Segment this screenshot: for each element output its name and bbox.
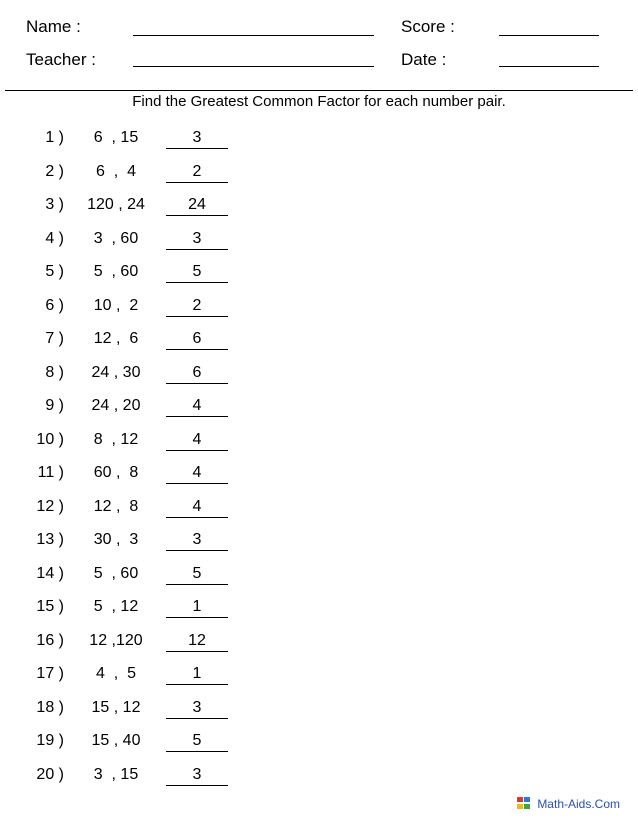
- problem-row: [0, 263, 638, 287]
- instructions: Find the Greatest Common Factor for each number pair.: [132, 93, 506, 110]
- answer-field[interactable]: 3: [166, 229, 228, 250]
- problem-number: 2 ): [45, 162, 64, 180]
- number-pair: 12 , 6: [93, 330, 139, 347]
- number-pair: 24 , 30: [91, 363, 141, 381]
- answer-field[interactable]: 3: [166, 765, 228, 786]
- number-pair: 4 , 5: [95, 665, 137, 682]
- math-aids-logo-icon: [517, 797, 533, 811]
- header-divider: [5, 90, 633, 91]
- score-field[interactable]: [499, 35, 599, 36]
- answer-field[interactable]: 3: [166, 530, 228, 551]
- problem-number: 1 ): [45, 129, 64, 146]
- number-pair: 12 ,120: [89, 631, 143, 649]
- problem-number: 16 ): [36, 631, 64, 649]
- name-field[interactable]: [133, 35, 374, 36]
- problem-row: [0, 699, 638, 723]
- number-pair: 15 , 12: [91, 698, 141, 716]
- number-pair: 10 , 2: [93, 296, 139, 314]
- answer-field[interactable]: 2: [166, 162, 228, 183]
- problem-number: 4 ): [45, 229, 64, 247]
- teacher-label: Teacher :: [26, 50, 96, 69]
- problem-number: 9 ): [45, 397, 64, 414]
- answer-field[interactable]: 6: [166, 363, 228, 384]
- answer-field[interactable]: 4: [166, 396, 228, 417]
- problem-row: [0, 464, 638, 488]
- problem-number: 14 ): [36, 564, 64, 582]
- number-pair: 15 , 40: [91, 732, 141, 749]
- number-pair: 6 , 15: [93, 129, 139, 146]
- problem-row: [0, 632, 638, 656]
- problem-row: [0, 230, 638, 254]
- answer-field[interactable]: 5: [166, 564, 228, 585]
- problem-row: [0, 531, 638, 555]
- number-pair: 5 , 60: [93, 263, 139, 280]
- problem-row: [0, 431, 638, 455]
- answer-field[interactable]: 4: [166, 463, 228, 484]
- problem-number: 10 ): [36, 430, 64, 448]
- number-pair: 3 , 60: [93, 229, 139, 247]
- problem-number: 7 ): [45, 330, 64, 347]
- problem-number: 15 ): [36, 598, 64, 615]
- number-pair: 30 , 3: [93, 531, 139, 548]
- problem-row: [0, 163, 638, 187]
- problem-number: 5 ): [45, 263, 64, 280]
- number-pair: 5 , 12: [93, 598, 139, 615]
- problem-row: [0, 129, 638, 153]
- problem-row: [0, 498, 638, 522]
- answer-field[interactable]: 5: [166, 731, 228, 752]
- answer-field[interactable]: 3: [166, 128, 228, 149]
- answer-field[interactable]: 5: [166, 262, 228, 283]
- problem-number: 6 ): [45, 296, 64, 314]
- problem-row: [0, 397, 638, 421]
- problem-row: [0, 766, 638, 790]
- date-label: Date :: [401, 50, 447, 69]
- answer-field[interactable]: 2: [166, 296, 228, 317]
- answer-field[interactable]: 24: [166, 195, 228, 216]
- number-pair: 12 , 8: [93, 497, 139, 515]
- answer-field[interactable]: 1: [166, 597, 228, 618]
- teacher-field[interactable]: [133, 66, 374, 67]
- problem-number: 11 ): [37, 464, 64, 481]
- problem-number: 13 ): [36, 531, 64, 548]
- problem-row: [0, 565, 638, 589]
- number-pair: 24 , 20: [91, 397, 141, 414]
- problem-row: [0, 598, 638, 622]
- number-pair: 3 , 15: [93, 765, 139, 783]
- number-pair: 8 , 12: [93, 430, 139, 448]
- answer-field[interactable]: 1: [166, 664, 228, 685]
- problem-row: [0, 297, 638, 321]
- problem-row: [0, 330, 638, 354]
- problem-number: 17 ): [36, 665, 64, 682]
- answer-field[interactable]: 12: [166, 631, 228, 652]
- problem-number: 3 ): [45, 196, 64, 213]
- problem-number: 18 ): [36, 698, 64, 716]
- problem-number: 19 ): [36, 732, 64, 749]
- date-field[interactable]: [499, 66, 599, 67]
- problem-row: [0, 665, 638, 689]
- brand-logo: [517, 797, 620, 811]
- answer-field[interactable]: 4: [166, 497, 228, 518]
- number-pair: 60 , 8: [93, 464, 139, 481]
- brand-name: Math-Aids.Com: [537, 797, 620, 811]
- number-pair: 6 , 4: [95, 162, 137, 180]
- score-label: Score :: [401, 17, 455, 36]
- answer-field[interactable]: 4: [166, 430, 228, 451]
- problem-number: 20 ): [36, 765, 64, 783]
- problem-row: [0, 364, 638, 388]
- problem-row: [0, 196, 638, 220]
- name-label: Name :: [26, 17, 81, 36]
- number-pair: 120 , 24: [87, 196, 145, 213]
- answer-field[interactable]: 6: [166, 329, 228, 350]
- problem-row: [0, 732, 638, 756]
- problem-number: 12 ): [36, 497, 64, 515]
- problem-number: 8 ): [45, 363, 64, 381]
- number-pair: 5 , 60: [93, 564, 139, 582]
- answer-field[interactable]: 3: [166, 698, 228, 719]
